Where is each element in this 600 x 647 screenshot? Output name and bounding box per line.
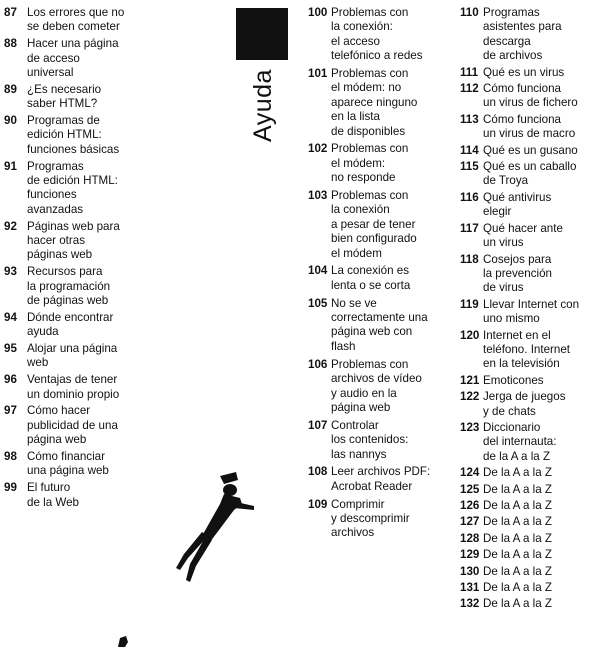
index-entry-title: Alojar una página web	[27, 342, 118, 370]
index-entry-title: De la A a la Z	[483, 466, 552, 480]
floating-man-illustration	[150, 470, 270, 590]
index-entry-number: 119	[460, 297, 479, 311]
index-entry-title: Leer archivos PDF: Acrobat Reader	[331, 465, 431, 493]
index-entry-number: 96	[4, 373, 17, 387]
index-entry-title: Cómo financiar una página web	[27, 450, 109, 478]
index-entry-number: 91	[4, 159, 17, 173]
index-entry	[460, 483, 598, 497]
index-entry-title: Cosejos para la prevención de virus	[483, 252, 552, 295]
index-entry-number: 94	[4, 310, 17, 324]
index-entry-number: 123	[460, 420, 480, 434]
index-entry	[4, 481, 164, 510]
index-entry	[460, 597, 598, 611]
index-entry-number: 129	[460, 548, 480, 562]
index-entry-title: De la A a la Z	[483, 564, 552, 578]
index-entry	[4, 6, 164, 35]
index-entry-title: De la A a la Z	[483, 515, 552, 529]
index-entry-number: 99	[4, 481, 17, 495]
section-title	[238, 60, 288, 150]
index-entry-title: De la A a la Z	[483, 581, 552, 595]
index-entry	[460, 466, 598, 480]
index-entry-number: 104	[308, 264, 328, 278]
index-entry-number: 132	[460, 597, 480, 611]
index-entry-title: Qué es un caballo de Troya	[483, 160, 577, 188]
index-entry-number: 120	[460, 328, 480, 342]
index-entry-number: 88	[4, 37, 17, 51]
index-entry-title: Programas de edición HTML: funciones avanzadas	[27, 159, 118, 216]
index-entry-number: 106	[308, 357, 328, 371]
index-entry-title: Diccionario del internauta: de la A a la Z	[483, 420, 557, 463]
index-entry-number: 110	[460, 6, 479, 19]
index-entry	[4, 404, 164, 447]
index-entry-number: 97	[4, 404, 17, 418]
index-entry-number: 115	[460, 160, 479, 174]
index-entry	[460, 160, 598, 189]
index-entry-title: Programas asistentes para descarga de archivos	[483, 6, 562, 63]
index-entry-title: Ventajas de tener un dominio propio	[27, 373, 120, 401]
index-entry	[4, 160, 164, 218]
index-entry-title: Problemas con el módem: no responde	[331, 142, 409, 185]
index-entry	[4, 373, 164, 402]
index-entry-number: 100	[308, 6, 328, 19]
index-entry-title: Problemas con el módem: no aparece ninguno en la lista de disponibles	[331, 67, 418, 138]
index-entry-number: 130	[460, 564, 480, 578]
index-entry-number: 89	[4, 82, 17, 96]
index-column-1	[4, 6, 164, 512]
index-entry-number: 114	[460, 143, 479, 157]
index-entry-title: Comprimir y descomprimir archivos	[331, 497, 410, 540]
index-entry-number: 93	[4, 265, 17, 279]
index-entry-title: Los errores que no se deben cometer	[27, 6, 125, 34]
index-entry	[4, 342, 164, 371]
index-entry	[460, 581, 598, 595]
index-entry	[460, 532, 598, 546]
index-entry	[4, 311, 164, 340]
index-entry	[460, 421, 598, 464]
index-entry-title: Qué antivirus elegir	[483, 190, 552, 219]
index-entry	[308, 419, 448, 462]
index-entry-number: 121	[460, 373, 480, 387]
index-entry	[308, 67, 448, 139]
index-entry	[308, 6, 448, 64]
index-entry-title: Cómo funciona un virus de fichero	[483, 82, 578, 110]
index-entry-number: 125	[460, 482, 480, 496]
index-entry-number: 131	[460, 581, 480, 595]
index-entry-number: 87	[4, 6, 17, 19]
index-entry-title: Problemas con archivos de vídeo y audio en la página web	[331, 357, 422, 414]
index-entry	[460, 499, 598, 513]
index-entry-title: El futuro de la Web	[27, 481, 79, 509]
index-entry-number: 116	[460, 190, 479, 204]
index-entry-number: 95	[4, 342, 17, 356]
index-entry	[308, 264, 448, 293]
index-entry-title: Cómo hacer publicidad de una página web	[27, 404, 118, 447]
index-entry-title: La conexión es lenta o se corta	[331, 264, 411, 292]
index-entry	[460, 548, 598, 562]
index-entry	[460, 390, 598, 419]
index-entry-title: De la A a la Z	[483, 499, 552, 512]
index-entry-number: 107	[308, 418, 328, 432]
index-entry-number: 118	[460, 252, 479, 266]
index-entry-title: Dónde encontrar ayuda	[27, 310, 114, 339]
index-entry-title: Qué es un gusano	[483, 143, 578, 157]
index-entry	[460, 253, 598, 296]
index-entry-number: 105	[308, 296, 328, 310]
index-entry-title: Llevar Internet con uno mismo	[483, 297, 580, 326]
index-entry-title: Hacer una página de acceso universal	[27, 37, 119, 80]
index-entry	[460, 374, 598, 388]
index-entry	[4, 450, 164, 479]
index-entry	[4, 220, 164, 263]
index-entry-number: 98	[4, 450, 17, 464]
index-entry	[460, 6, 598, 64]
index-entry	[308, 465, 448, 494]
index-entry	[460, 329, 598, 372]
index-entry-title: Controlar los contenidos: las nannys	[331, 418, 409, 461]
index-entry-title: Problemas con la conexión: el acceso telefónico a redes	[331, 6, 423, 63]
index-entry	[4, 83, 164, 112]
index-entry-title: De la A a la Z	[483, 548, 552, 562]
index-entry-title: Qué es un virus	[483, 65, 565, 79]
index-entry	[308, 358, 448, 416]
index-entry-number: 109	[308, 497, 328, 511]
index-entry	[460, 298, 598, 327]
index-entry-number: 112	[460, 82, 479, 96]
index-entry-number: 117	[460, 221, 479, 235]
index-entry-title: No se ve correctamente una página web con flash	[331, 296, 428, 353]
index-entry-title: Páginas web para hacer otras páginas web	[27, 219, 120, 262]
index-entry-title: De la A a la Z	[483, 597, 552, 611]
index-entry-number: 102	[308, 142, 328, 156]
index-entry-title: Cómo funciona un virus de macro	[483, 112, 576, 141]
index-entry-number: 111	[460, 65, 479, 79]
index-entry-title: De la A a la Z	[483, 482, 552, 496]
index-entry-number: 126	[460, 499, 480, 512]
index-entry	[460, 191, 598, 220]
index-entry-title: Jerga de juegos y de chats	[483, 390, 566, 418]
index-entry-title: Programas de edición HTML: funciones básicas	[27, 114, 120, 156]
index-entry-title: Emoticones	[483, 373, 544, 387]
index-entry	[460, 66, 598, 80]
index-entry-title: Internet en el teléfono. Internet en la televisión	[483, 328, 571, 371]
figure-fragment-illustration	[116, 636, 130, 647]
index-entry-title: Problemas con la conexión a pesar de tener bien configurado el módem	[331, 189, 417, 260]
index-entry-title: Recursos para la programación de páginas web	[27, 265, 111, 308]
index-entry-number: 92	[4, 219, 17, 233]
index-entry-number: 127	[460, 515, 480, 529]
index-entry-number: 124	[460, 466, 480, 480]
index-entry	[308, 498, 448, 541]
index-entry-title: Qué hacer ante un virus	[483, 221, 563, 250]
section-marker-block	[236, 8, 288, 60]
index-entry	[460, 82, 598, 111]
index-entry	[308, 142, 448, 185]
index-entry-number: 90	[4, 114, 17, 128]
index-entry-number: 122	[460, 390, 480, 404]
index-entry	[460, 515, 598, 529]
index-entry-number: 101	[308, 67, 328, 81]
section-title-text: Ayuda	[248, 68, 277, 142]
index-entry-title: De la A a la Z	[483, 531, 552, 545]
index-entry	[4, 265, 164, 308]
index-entry-number: 128	[460, 531, 480, 545]
index-entry-title: ¿Es necesario saber HTML?	[27, 82, 102, 111]
index-entry	[460, 113, 598, 142]
index-entry	[460, 222, 598, 251]
index-entry	[308, 189, 448, 261]
index-entry	[308, 297, 448, 355]
index-entry-number: 108	[308, 465, 328, 479]
index-entry	[460, 144, 598, 158]
index-entry-number: 103	[308, 189, 328, 203]
index-entry	[460, 565, 598, 579]
index-column-2	[308, 6, 448, 544]
index-entry-number: 113	[460, 112, 479, 126]
index-entry	[4, 37, 164, 80]
index-column-3	[460, 6, 598, 614]
index-entry	[4, 114, 164, 157]
